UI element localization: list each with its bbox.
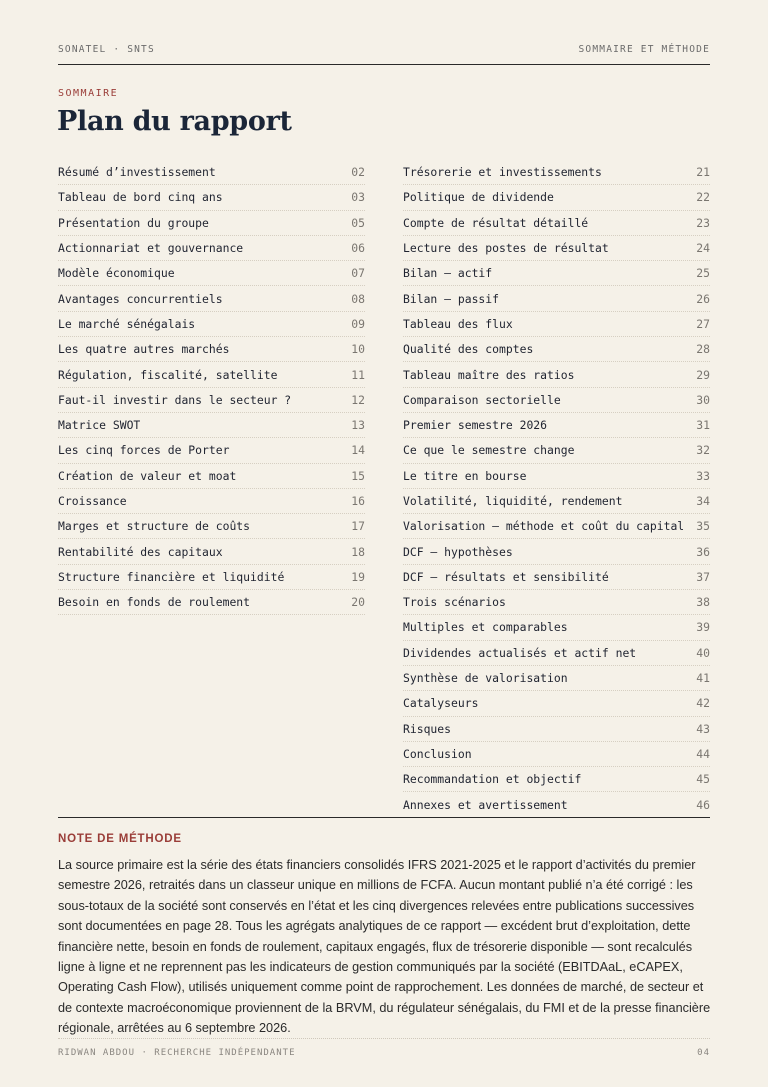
toc-entry[interactable] [58, 514, 365, 539]
note-divider [58, 817, 710, 818]
toc-entry-label: Avantages concurrentiels [58, 291, 223, 306]
method-note-title: NOTE DE MÉTHODE [58, 833, 182, 845]
toc-entry[interactable] [403, 792, 710, 817]
toc-entry-page: 45 [696, 772, 710, 787]
toc-entry-page: 32 [696, 443, 710, 458]
toc-entry[interactable] [58, 185, 365, 210]
toc-entry-label: Besoin en fonds de roulement [58, 595, 251, 610]
toc-entry-label: Ce que le semestre change [403, 443, 575, 458]
toc-entry-label: Trésorerie et investissements [403, 165, 602, 180]
toc-entry-label: Annexes et avertissement [403, 797, 568, 812]
toc-entry[interactable] [403, 641, 710, 666]
toc-entry-label: Faut-il investir dans le secteur ? [58, 392, 292, 407]
toc-entry[interactable] [58, 388, 365, 413]
toc-entry[interactable] [58, 286, 365, 311]
toc-entry-label: Trois scénarios [403, 595, 506, 610]
toc-entry-page: 12 [351, 392, 365, 407]
toc-entry[interactable] [58, 489, 365, 514]
toc-entry-label: Bilan — passif [403, 291, 500, 306]
toc-entry-page: 08 [351, 291, 365, 306]
toc-entry-page: 20 [351, 595, 365, 610]
toc-entry-page: 16 [351, 494, 365, 508]
toc-entry-label: Le marché sénégalais [58, 316, 196, 331]
toc-entry-page: 24 [696, 241, 710, 256]
toc-entry-label: Les quatre autres marchés [58, 342, 230, 357]
toc-entry[interactable] [403, 362, 710, 387]
toc-entry-label: Rentabilité des capitaux [58, 544, 223, 559]
toc-entry[interactable] [403, 565, 710, 590]
toc-entry[interactable] [403, 388, 710, 413]
toc-entry-page: 18 [351, 544, 365, 559]
toc-entry[interactable] [58, 438, 365, 463]
toc-entry-label: Tableau des flux [403, 316, 513, 331]
toc-entry[interactable] [58, 236, 365, 261]
toc-entry[interactable] [403, 539, 710, 564]
toc-entry[interactable] [58, 312, 365, 337]
toc-entry[interactable] [403, 742, 710, 767]
toc-entry[interactable] [58, 160, 365, 185]
toc-entry-label: DCF — résultats et sensibilité [403, 569, 609, 584]
toc-entry[interactable] [58, 539, 365, 564]
toc-entry-label: Recommandation et objectif [403, 772, 582, 787]
toc-entry[interactable] [403, 337, 710, 362]
toc-entry[interactable] [403, 666, 710, 691]
toc-entry-page: 40 [696, 645, 710, 660]
toc-entry-page: 13 [351, 418, 365, 433]
toc-entry-label: Création de valeur et moat [58, 468, 237, 483]
toc-entry-page: 27 [696, 316, 710, 331]
toc-entry-label: Présentation du groupe [58, 215, 209, 230]
toc-entry[interactable] [403, 691, 710, 716]
toc-entry[interactable] [403, 211, 710, 236]
toc-entry-label: Actionnariat et gouvernance [58, 241, 244, 256]
method-note-body: La source primaire est la série des états financiers consolidés IFRS 2021-2025 et le rapport d’activités du premier semestre 2026, retraités dans un classeur unique en millions de FCFA. Aucun montant publié n’a été corrigé : les sous-totaux de la société sont conservés en l’état et les cinq divergences relevées entre publications successives sont documentées en page 28. Tous les agrégats analytiques de ce rapport — excédent brut d’exploitation, dette financière nette, besoin en fonds de roulement, capitaux engagés, flux de trésorerie disponible — sont recalculés ligne à ligne et ne reprennent pas les indicateurs de gestion communiqués par la société (EBITDAaL, eCAPEX, Operating Cash Flow), utilisés uniquement comme point de rapprochement. Les données de marché, de secteur et de contexte macroéconomique proviennent de la BRVM, du régulateur sénégalais, du FMI et de la presse financière régionale, arrêtées au 6 septembre 2026. [58, 858, 711, 1036]
toc-entry[interactable] [58, 413, 365, 438]
toc-entry-page: 05 [351, 215, 365, 230]
toc-entry-label: DCF — hypothèses [403, 544, 513, 559]
toc-entry-label: Régulation, fiscalité, satellite [58, 367, 278, 382]
toc-entry-label: Lecture des postes de résultat [403, 241, 609, 256]
page-footer [58, 1048, 710, 1058]
toc-entry-page: 02 [351, 165, 365, 180]
toc-entry[interactable] [58, 261, 365, 286]
toc-entry[interactable] [403, 464, 710, 489]
toc-entry-page: 37 [696, 569, 710, 584]
toc-entry[interactable] [403, 514, 710, 539]
toc-entry[interactable] [58, 337, 365, 362]
toc-entry-page: 11 [351, 367, 365, 382]
toc-entry[interactable] [403, 590, 710, 615]
toc-entry-label: Matrice SWOT [58, 418, 141, 433]
toc-entry[interactable] [403, 413, 710, 438]
toc-entry[interactable] [58, 464, 365, 489]
toc-entry-page: 07 [351, 266, 365, 281]
toc-entry-label: Qualité des comptes [403, 342, 534, 357]
toc-entry-page: 15 [351, 468, 365, 483]
toc-entry-label: Risques [403, 721, 452, 736]
toc-entry-page: 38 [696, 595, 710, 610]
toc-entry-page: 09 [351, 316, 365, 331]
toc-entry-page: 44 [696, 746, 710, 761]
toc-entry-page: 06 [351, 241, 365, 256]
toc-entry-label: Marges et structure de coûts [58, 519, 251, 534]
toc-entry-page: 29 [696, 367, 710, 382]
toc-entry-label: Dividendes actualisés et actif net [403, 645, 637, 660]
toc-entry-page: 19 [351, 569, 365, 584]
toc-entry-label: Synthèse de valorisation [403, 671, 568, 686]
toc-entry-page: 17 [351, 519, 365, 534]
page-title: Plan du rapport [57, 106, 292, 137]
toc-entry-label: Structure financière et liquidité [58, 569, 285, 584]
toc-entry-label: Catalyseurs [403, 696, 479, 711]
toc-entry[interactable] [403, 160, 710, 185]
toc-entry-page: 30 [696, 392, 710, 407]
toc-entry[interactable] [403, 438, 710, 463]
toc-entry-label: Premier semestre 2026 [403, 418, 548, 433]
toc-entry-page: 23 [696, 215, 710, 230]
toc-entry[interactable] [58, 211, 365, 236]
toc-entry-label: Volatilité, liquidité, rendement [403, 494, 623, 508]
toc-entry-page: 41 [696, 671, 710, 686]
toc-entry-page: 22 [696, 190, 710, 205]
toc-entry[interactable] [58, 590, 365, 615]
toc-entry-label: Résumé d’investissement [58, 165, 216, 180]
toc-entry-page: 39 [696, 620, 710, 635]
toc-entry-page: 36 [696, 544, 710, 559]
toc-entry-label: Valorisation — méthode et coût du capital [403, 519, 685, 534]
toc-entry[interactable] [403, 286, 710, 311]
page-header [58, 44, 710, 55]
toc-entry-page: 28 [696, 342, 710, 357]
toc-entry-label: Politique de dividende [403, 190, 554, 205]
toc-entry-label: Conclusion [403, 746, 472, 761]
toc-entry-label: Compte de résultat détaillé [403, 215, 589, 230]
toc-entry-page: 26 [696, 291, 710, 306]
toc-entry-page: 21 [696, 165, 710, 180]
header-section: SOMMAIRE ET MÉTHODE [578, 44, 710, 55]
toc-entry-label: Le titre en bourse [403, 468, 527, 483]
toc-entry[interactable] [403, 767, 710, 792]
toc-entry-page: 14 [351, 443, 365, 458]
toc-entry[interactable] [403, 489, 710, 514]
toc-entry-page: 03 [351, 190, 365, 205]
toc-entry[interactable] [403, 185, 710, 210]
toc-entry-page: 33 [696, 468, 710, 483]
toc-entry-label: Comparaison sectorielle [403, 392, 561, 407]
toc-entry[interactable] [58, 362, 365, 387]
header-divider [58, 64, 710, 65]
toc-entry-label: Bilan — actif [403, 266, 493, 281]
page-number: 04 [697, 1048, 710, 1058]
toc-entry[interactable] [58, 565, 365, 590]
toc-entry-page: 43 [696, 721, 710, 736]
toc-entry-page: 46 [696, 797, 710, 812]
section-kicker: SOMMAIRE [58, 88, 119, 99]
toc-entry-page: 10 [351, 342, 365, 357]
toc-entry[interactable] [403, 615, 710, 640]
toc-entry[interactable] [403, 261, 710, 286]
toc-entry-label: Tableau de bord cinq ans [58, 190, 223, 205]
toc-entry-page: 42 [696, 696, 710, 711]
toc-entry-label: Modèle économique [58, 266, 175, 281]
toc-entry-label: Les cinq forces de Porter [58, 443, 230, 458]
header-company: SONATEL · SNTS [58, 44, 155, 55]
toc-entry[interactable] [403, 236, 710, 261]
footer-divider [58, 1038, 710, 1039]
toc-entry-page: 34 [696, 494, 710, 508]
toc-entry[interactable] [403, 717, 710, 742]
footer-author: RIDWAN ABDOU · RECHERCHE INDÉPENDANTE [58, 1048, 296, 1058]
toc-entry[interactable] [403, 312, 710, 337]
toc-entry-label: Multiples et comparables [403, 620, 568, 635]
toc-right-column [403, 160, 710, 818]
toc-entry-page: 25 [696, 266, 710, 281]
toc-entry-page: 31 [696, 418, 710, 433]
toc-entry-page: 35 [696, 519, 710, 534]
toc-left-column [58, 160, 365, 615]
toc-entry-label: Tableau maître des ratios [403, 367, 575, 382]
toc-entry-label: Croissance [58, 494, 127, 508]
